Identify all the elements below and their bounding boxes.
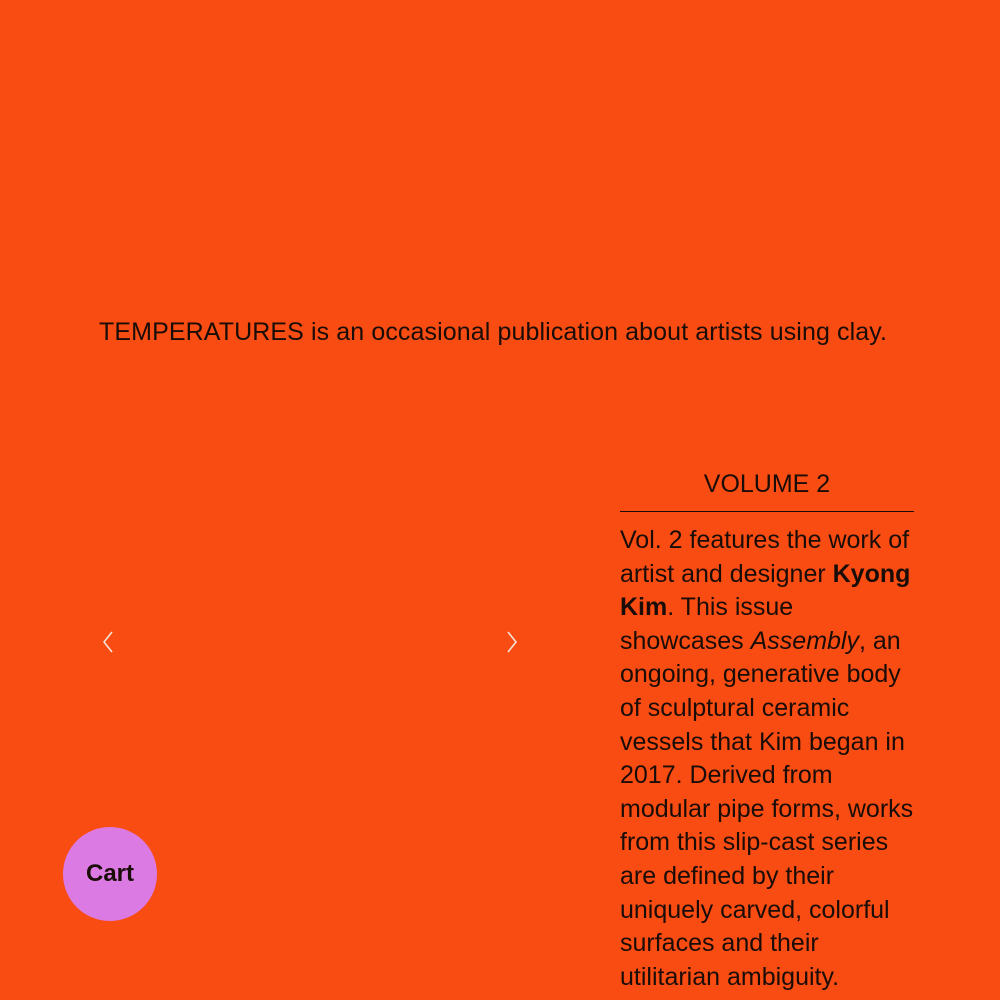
chevron-right-icon [505,630,519,654]
desc-text-1: Vol. 2 features the work of artist and designer [620,526,910,588]
cart-button[interactable]: Cart [63,827,157,921]
volume-title: VOLUME 2 [620,470,914,512]
work-title: Assembly [750,626,859,655]
carousel-next-button[interactable] [500,628,524,656]
artist-name: Kyong Kim [620,559,911,622]
chevron-left-icon [101,630,115,654]
tagline: TEMPERATURES is an occasional publication about artists using clay. [99,318,888,346]
volume-description [620,524,914,994]
desc-text-2: . This issue showcases [620,593,794,655]
carousel-prev-button[interactable] [96,628,120,656]
image-carousel [90,440,530,840]
desc-text-3: , an ongoing, generative body of sculptural ceramic vessels that Kim began in 2017. Derived from modular pipe forms, works from this slip-cast series are defined by their uniquely carved, colorful surfaces and their utilitarian ambiguity. [620,626,914,991]
volume-section [620,470,914,994]
